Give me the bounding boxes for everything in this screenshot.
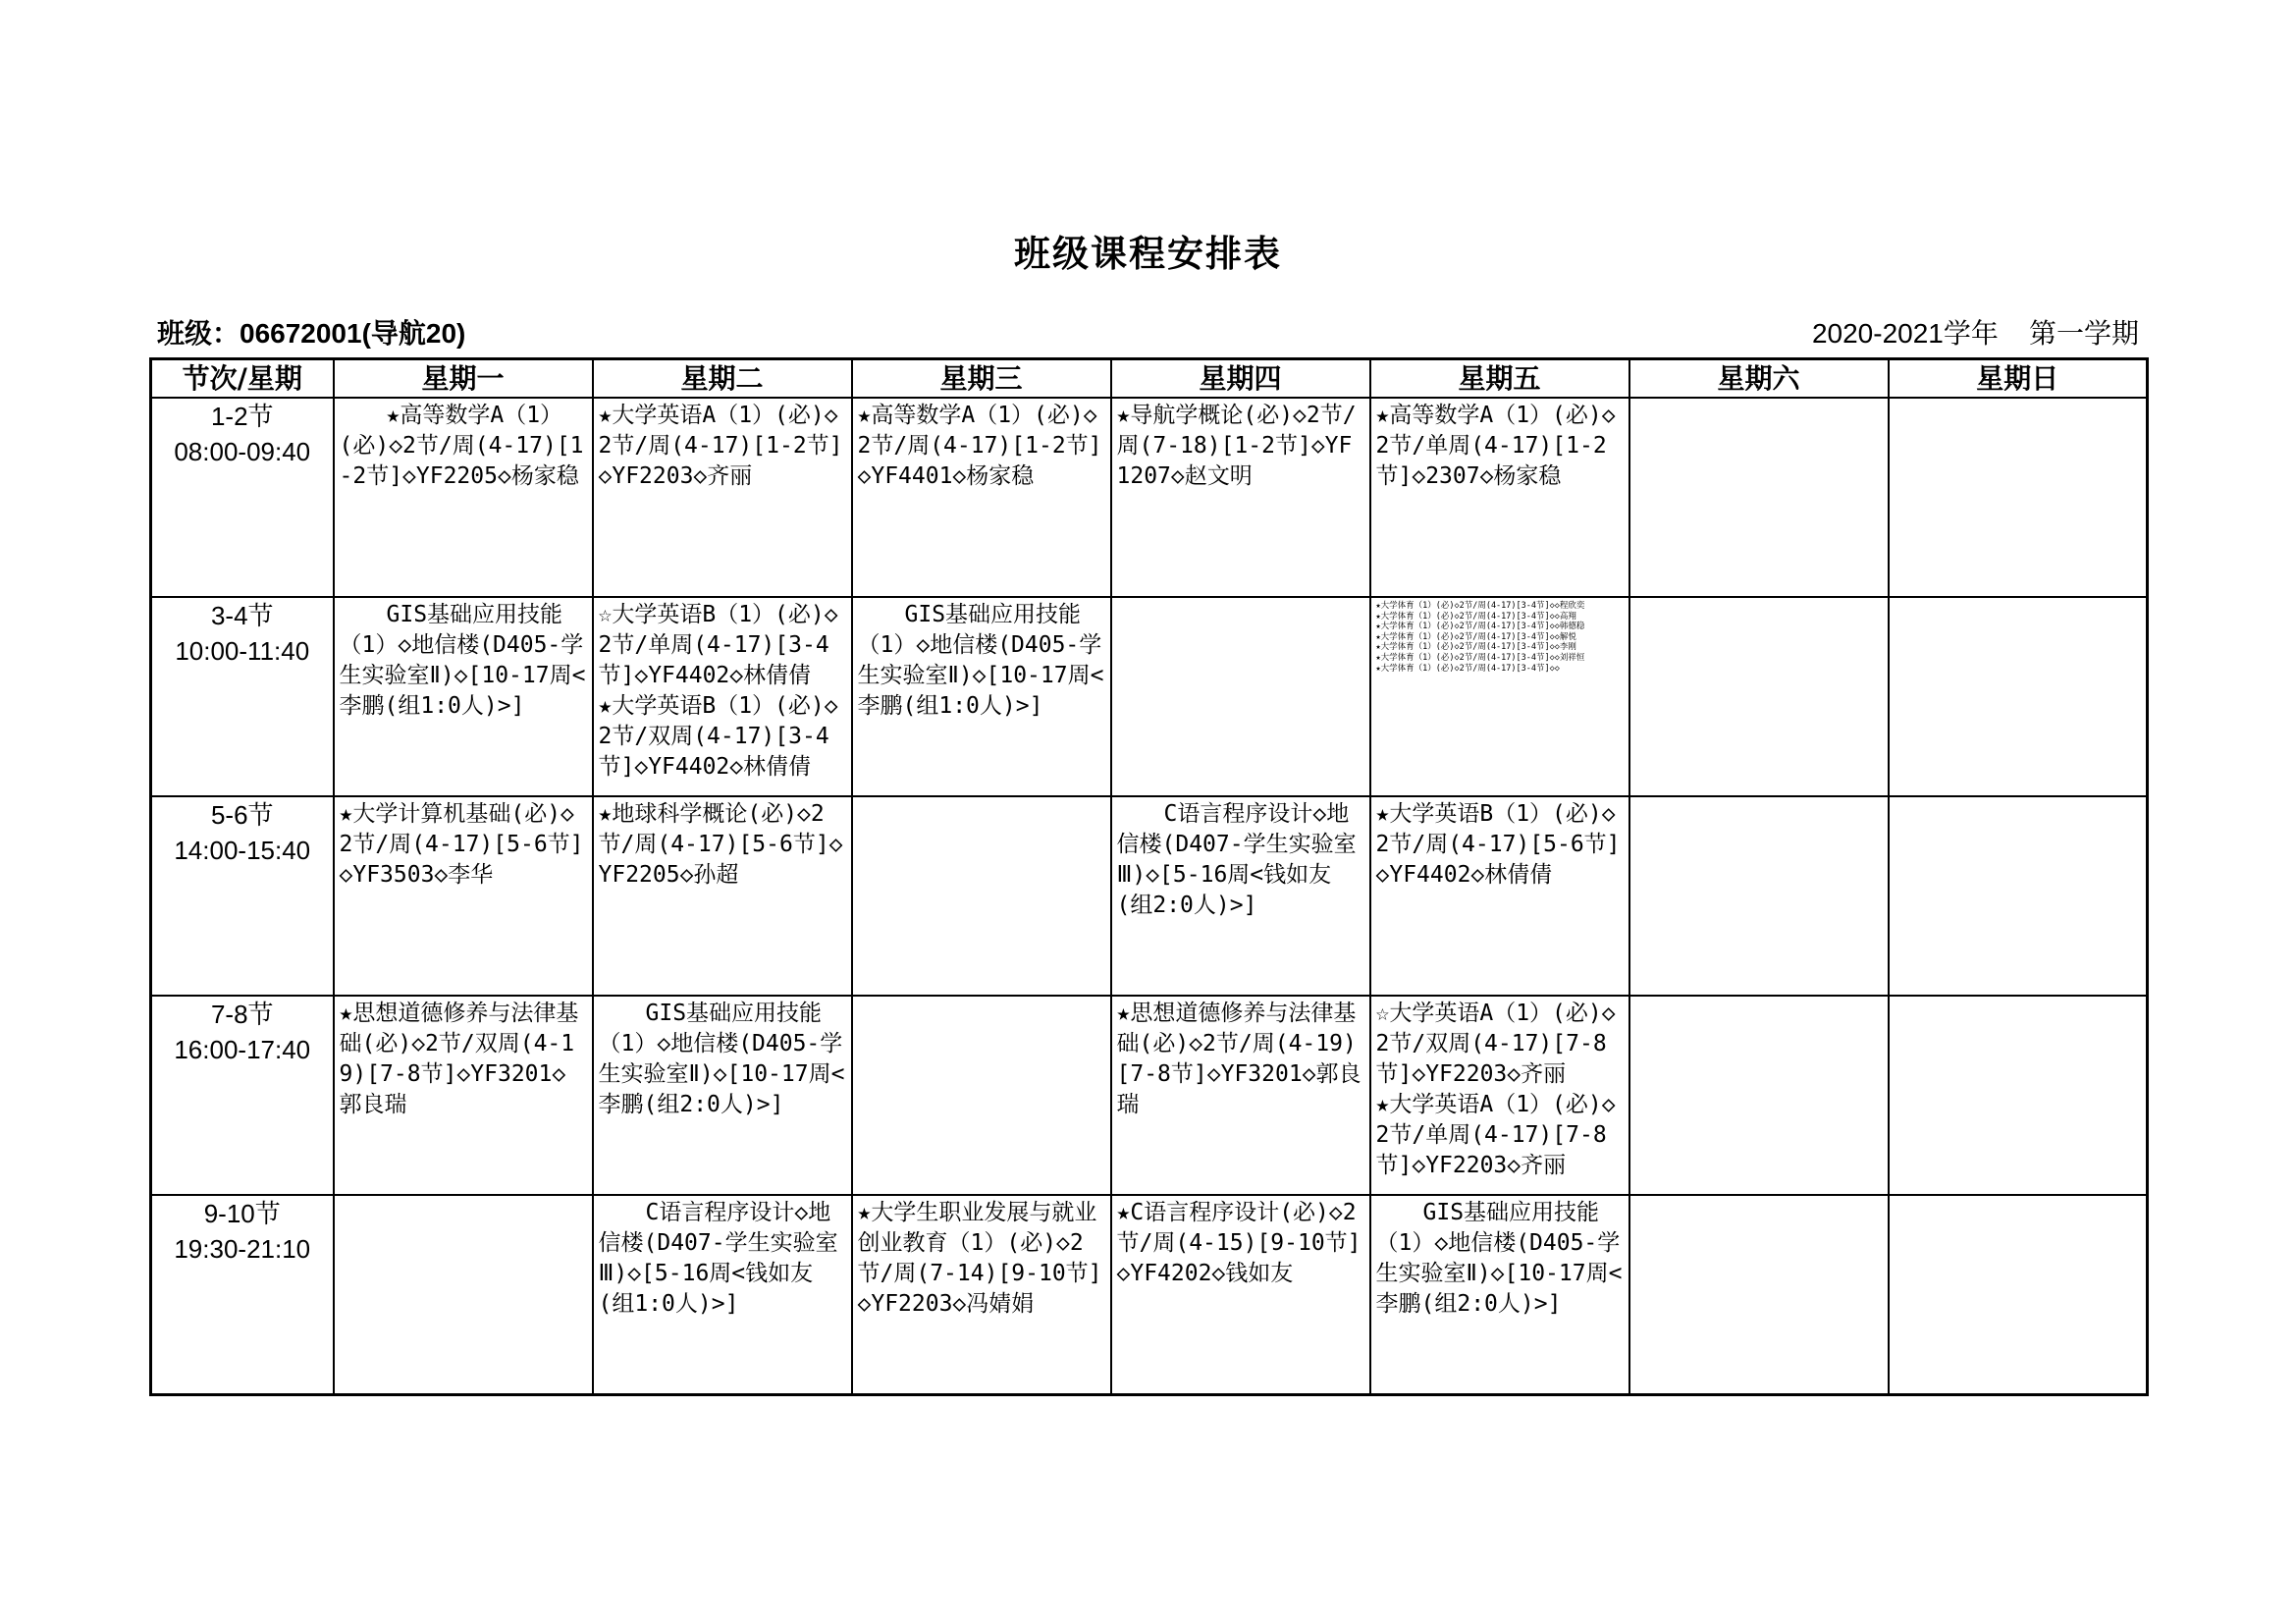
course-entry: ★大学英语A（1）(必)◇2节/周(4-17)[1-2节]◇YF2203◇齐丽: [598, 403, 843, 489]
course-cell: [593, 1195, 852, 1395]
day-header: 星期一: [334, 359, 593, 399]
course-entry: ★高等数学A（1）(必)◇2节/周(4-17)[1-2节]◇YF2205◇杨家稳: [339, 403, 584, 489]
period-cell: [151, 1195, 334, 1395]
period-label: 7-8节: [210, 1000, 274, 1029]
table-row: [151, 796, 2148, 996]
page-title: 班级课程安排表: [1014, 232, 1282, 275]
corner-header: 节次/星期: [151, 359, 334, 399]
course-cell: [593, 996, 852, 1195]
course-entry: ☆大学英语A（1）(必)◇2节/双周(4-17)[7-8节]◇YF2203◇齐丽: [1375, 1001, 1616, 1087]
course-cell: [1370, 1195, 1629, 1395]
course-entry: ★大学体育（1）(必)◇2节/周(4-17)[3-4节]◇◇程欣奕: [1375, 601, 1585, 611]
course-cell: [1370, 996, 1629, 1195]
day-header: 星期六: [1629, 359, 1889, 399]
schedule-table: [149, 357, 2149, 1396]
course-cell: [1111, 1195, 1370, 1395]
period-cell: [151, 796, 334, 996]
course-cell: [1370, 398, 1629, 597]
course-entry: GIS基础应用技能（1）◇地信楼(D405-学生实验室Ⅱ)◇[10-17周<李鹏(组1:0人)>]: [857, 602, 1104, 719]
course-cell: [1889, 1195, 2148, 1395]
course-cell: [1889, 597, 2148, 796]
course-entry: ★大学英语B（1）(必)◇2节/周(4-17)[5-6节]◇YF4402◇林倩倩: [1375, 801, 1621, 888]
period-cell: [151, 597, 334, 796]
table-row: [151, 398, 2148, 597]
course-cell: [1889, 796, 2148, 996]
course-entry: GIS基础应用技能（1）◇地信楼(D405-学生实验室Ⅱ)◇[10-17周<李鹏(组2:0人)>]: [598, 1001, 845, 1117]
period-time: 08:00-09:40: [174, 437, 311, 466]
course-cell: [852, 796, 1111, 996]
period-time: 14:00-15:40: [174, 836, 311, 865]
course-entry: GIS基础应用技能（1）◇地信楼(D405-学生实验室Ⅱ)◇[10-17周<李鹏(组1:0人)>]: [339, 602, 586, 719]
table-row: [151, 597, 2148, 796]
course-cell: [1111, 996, 1370, 1195]
course-entry: ★大学体育（1）(必)◇2节/周(4-17)[3-4节]◇◇解悦: [1375, 631, 1576, 642]
course-entry: ★导航学概论(必)◇2节/周(7-18)[1-2节]◇YF1207◇赵文明: [1116, 403, 1357, 489]
course-cell: [1629, 796, 1889, 996]
course-cell: [1889, 996, 2148, 1195]
course-entry: ★思想道德修养与法律基础(必)◇2节/周(4-19)[7-8节]◇YF3201◇郭良瑞: [1116, 1001, 1362, 1117]
day-header: 星期四: [1111, 359, 1370, 399]
course-entry: ★C语言程序设计(必)◇2节/周(4-15)[9-10节]◇YF4202◇钱如友: [1116, 1200, 1362, 1286]
term-info: 2020-2021学年 第一学期: [1811, 318, 2139, 349]
day-header: 星期五: [1370, 359, 1629, 399]
course-entry: ★高等数学A（1）(必)◇2节/周(4-17)[1-2节]◇YF4401◇杨家稳: [857, 403, 1102, 489]
course-entry: ★大学计算机基础(必)◇2节/周(4-17)[5-6节]◇YF3503◇李华: [339, 801, 584, 888]
course-entry: ☆大学英语B（1）(必)◇2节/单周(4-17)[3-4节]◇YF4402◇林倩倩: [598, 602, 838, 688]
period-time: 10:00-11:40: [175, 636, 310, 666]
course-cell: [1629, 597, 1889, 796]
course-cell: [852, 398, 1111, 597]
course-cell: [1111, 398, 1370, 597]
period-label: 3-4节: [210, 601, 274, 630]
course-entry: ★大学体育（1）(必)◇2节/周(4-17)[3-4节]◇◇: [1375, 663, 1560, 674]
period-label: 9-10节: [203, 1199, 281, 1228]
course-cell: [334, 796, 593, 996]
course-cell: [334, 398, 593, 597]
day-header: 星期三: [852, 359, 1111, 399]
course-cell: [1629, 398, 1889, 597]
period-time: 19:30-21:10: [174, 1234, 311, 1264]
header-row: [151, 359, 2148, 399]
course-cell: [1629, 996, 1889, 1195]
course-entry: GIS基础应用技能（1）◇地信楼(D405-学生实验室Ⅱ)◇[10-17周<李鹏(组2:0人)>]: [1375, 1200, 1623, 1317]
course-cell: [593, 796, 852, 996]
period-label: 5-6节: [210, 800, 274, 830]
course-cell: [593, 597, 852, 796]
course-entry: ★大学英语A（1）(必)◇2节/单周(4-17)[7-8节]◇YF2203◇齐丽: [1375, 1092, 1616, 1178]
course-cell: [1111, 597, 1370, 796]
period-cell: [151, 996, 334, 1195]
course-cell: [593, 398, 852, 597]
course-cell: [1629, 1195, 1889, 1395]
course-cell: [852, 597, 1111, 796]
course-entry: ★大学英语B（1）(必)◇2节/双周(4-17)[3-4节]◇YF4402◇林倩倩: [598, 693, 838, 780]
course-entry: C语言程序设计◇地信楼(D407-学生实验室Ⅲ)◇[5-16周<钱如友(组2:0人)>]: [1116, 801, 1357, 918]
table-row: [151, 1195, 2148, 1395]
course-cell: [1111, 796, 1370, 996]
period-time: 16:00-17:40: [174, 1035, 311, 1064]
course-entry: ★大学体育（1）(必)◇2节/周(4-17)[3-4节]◇◇高翔: [1375, 611, 1576, 622]
period-cell: [151, 398, 334, 597]
course-entry: ★大学体育（1）(必)◇2节/周(4-17)[3-4节]◇◇刘祥恒: [1375, 652, 1585, 663]
course-cell: [1370, 796, 1629, 996]
course-entry: C语言程序设计◇地信楼(D407-学生实验室Ⅲ)◇[5-16周<钱如友(组1:0人)>]: [598, 1200, 838, 1317]
class-info: 班级：06672001(导航20): [157, 318, 466, 349]
course-cell: [852, 996, 1111, 1195]
course-entry: ★地球科学概论(必)◇2节/周(4-17)[5-6节]◇YF2205◇孙超: [598, 801, 843, 888]
period-label: 1-2节: [210, 402, 274, 431]
table-row: [151, 996, 2148, 1195]
course-cell: [334, 996, 593, 1195]
course-cell: [334, 597, 593, 796]
course-cell: [852, 1195, 1111, 1395]
course-cell: [1889, 398, 2148, 597]
course-entry: ★大学体育（1）(必)◇2节/周(4-17)[3-4节]◇◇李刚: [1375, 642, 1576, 653]
day-header: 星期日: [1889, 359, 2148, 399]
course-cell: [334, 1195, 593, 1395]
course-entry: ★思想道德修养与法律基础(必)◇2节/双周(4-19)[7-8节]◇YF3201◇郭良瑞: [339, 1001, 579, 1117]
course-entry: ★高等数学A（1）(必)◇2节/单周(4-17)[1-2节]◇2307◇杨家稳: [1375, 403, 1616, 489]
course-entry: ★大学生职业发展与就业创业教育（1）(必)◇2节/周(7-14)[9-10节]◇YF2203◇冯婧娟: [857, 1200, 1102, 1317]
course-entry: ★大学体育（1）(必)◇2节/周(4-17)[3-4节]◇◇韩德稳: [1375, 622, 1585, 632]
course-cell: [1370, 597, 1629, 796]
day-header: 星期二: [593, 359, 852, 399]
